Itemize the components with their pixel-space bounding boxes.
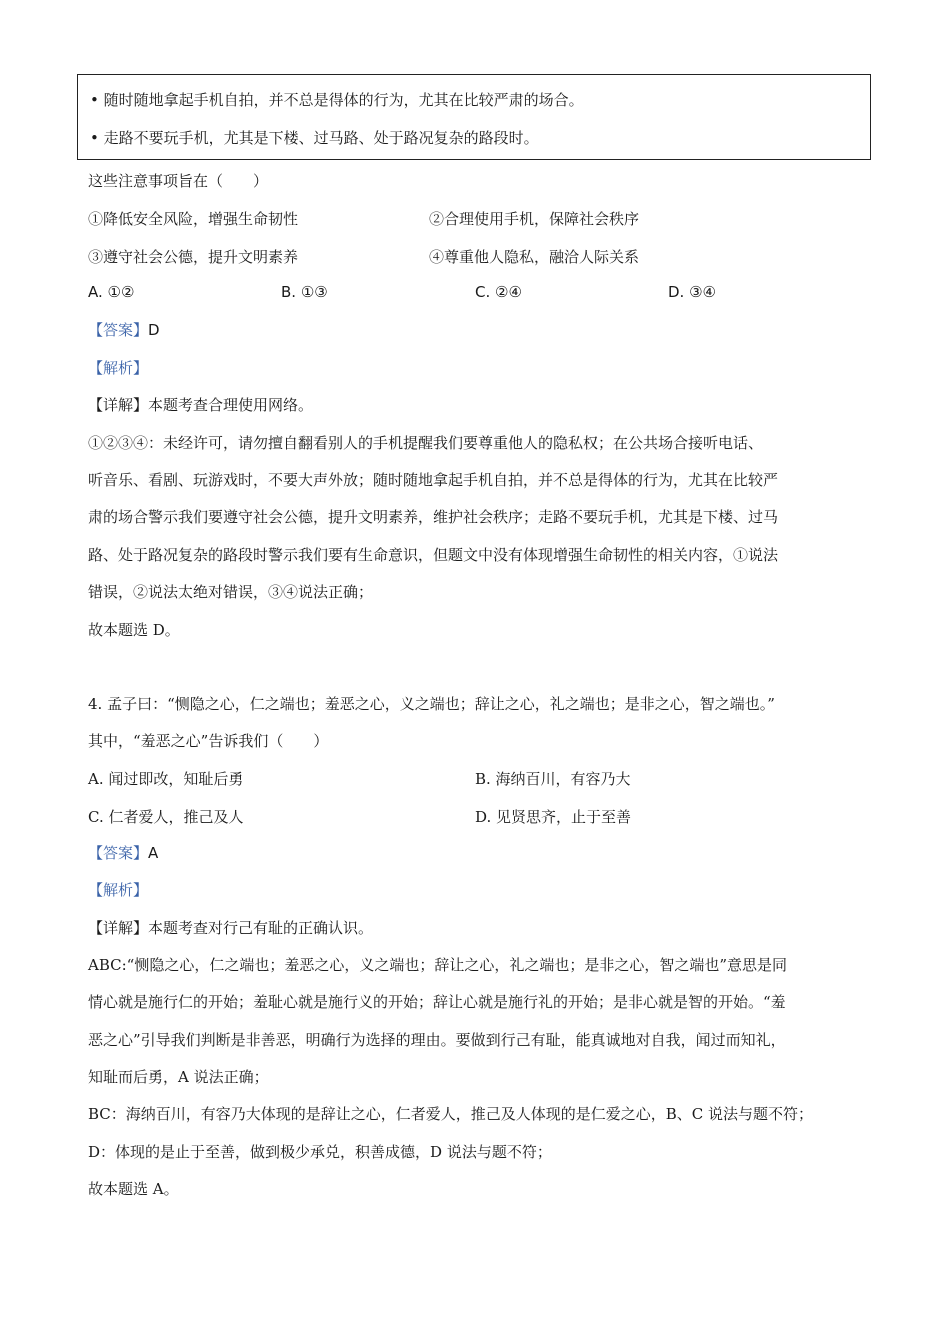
q3-answer-row [88,320,160,340]
q3-statement-1: ①降低安全风险，增强生命韧性 [88,210,299,228]
q4-stem-line-2: 其中，“羞恶之心”告诉我们（ ） [88,732,329,750]
q4-detail-line-5: BC：海纳百川，有容乃大体现的是辞让之心，仁者爱人，推己及人体现的是仁爱之心，B、C 说法与题不符； [88,1105,814,1123]
q4-detail-intro: 本题考查对行己有耻的正确认识。 [148,919,374,937]
q3-option-a: A. ①② [88,283,135,301]
q4-answer-row [88,843,158,863]
notice-line-2: • 走路不要玩手机，尤其是下楼、过马路、处于路况复杂的路段时。 [90,129,539,147]
q4-option-b: B. 海纳百川，有容乃大 [475,770,631,788]
notice-box [77,74,871,160]
q3-detail-line-4: 路、处于路况复杂的路段时警示我们要有生命意识，但题文中没有体现增强生命韧性的相关内容，①说法 [88,546,779,564]
q3-statement-2: ②合理使用手机，保障社会秩序 [429,210,640,228]
q3-answer-tag: 【答案】 [88,321,149,339]
q4-detail-line-6: D：体现的是止于至善，做到极少承兑，积善成德，D 说法与题不符； [88,1143,552,1161]
q4-detail-line-3: 恶之心”引导我们判断是非善恶，明确行为选择的理由。要做到行己有耻，能真诚地对自我，闻过而知礼， [88,1031,786,1049]
q3-detail-line-1: ①②③④：未经许可，请勿擅自翻看别人的手机提醒我们要尊重他人的隐私权；在公共场合接听电话、 [88,434,764,452]
q4-detail-line-1: ABC:“恻隐之心，仁之端也；羞恶之心，义之端也；辞让之心，礼之端也；是非之心，智之端也”意思是同 [88,956,788,974]
q4-detail-line-4: 知耻而后勇，A 说法正确； [88,1068,269,1086]
q4-detail-intro-row [88,918,373,938]
q4-option-d: D. 见贤思齐，止于至善 [475,808,632,826]
q4-stem-line-1: 4. 孟子曰：“恻隐之心，仁之端也；羞恶之心，义之端也；辞让之心，礼之端也；是非之心，智之端也。” [88,695,775,713]
notice-line-1: • 随时随地拿起手机自拍，并不总是得体的行为，尤其在比较严肃的场合。 [90,91,584,109]
q3-detail-line-5: 错误，②说法太绝对错误，③④说法正确； [88,583,374,601]
q4-detail-tag: 【详解】 [88,919,149,937]
q3-statement-4: ④尊重他人隐私，融洽人际关系 [429,248,640,266]
q3-detail-line-3: 肃的场合警示我们要遵守社会公德，提升文明素养，维护社会秩序；走路不要玩手机，尤其是下楼、过马 [88,508,779,526]
q3-detail-intro-row [88,395,313,415]
q4-option-a: A. 闻过即改，知耻后勇 [88,770,244,788]
q4-detail-line-2: 情心就是施行仁的开始；羞耻心就是施行义的开始；辞让心就是施行礼的开始；是非心就是智的开始。“羞 [88,993,786,1011]
q3-conclusion: 故本题选 D。 [88,621,180,639]
q3-option-d: D. ③④ [668,283,716,301]
q3-detail-line-2: 听音乐、看剧、玩游戏时，不要大声外放；随时随地拿起手机自拍，并不总是得体的行为，尤其在比较严 [88,471,779,489]
q3-statement-3: ③遵守社会公德，提升文明素养 [88,248,299,266]
q3-stem: 这些注意事项旨在（ ） [88,172,269,190]
q3-detail-tag: 【详解】 [88,396,149,414]
q4-option-c: C. 仁者爱人，推己及人 [88,808,244,826]
q3-option-b: B. ①③ [281,283,328,301]
q3-analysis-tag: 【解析】 [88,359,149,377]
q3-option-c: C. ②④ [475,283,522,301]
q4-analysis-tag: 【解析】 [88,881,149,899]
q3-answer-value: D [148,321,160,339]
q4-answer-value: A [148,844,159,862]
q4-answer-tag: 【答案】 [88,844,149,862]
q4-conclusion: 故本题选 A。 [88,1180,179,1198]
q3-detail-intro: 本题考查合理使用网络。 [148,396,314,414]
